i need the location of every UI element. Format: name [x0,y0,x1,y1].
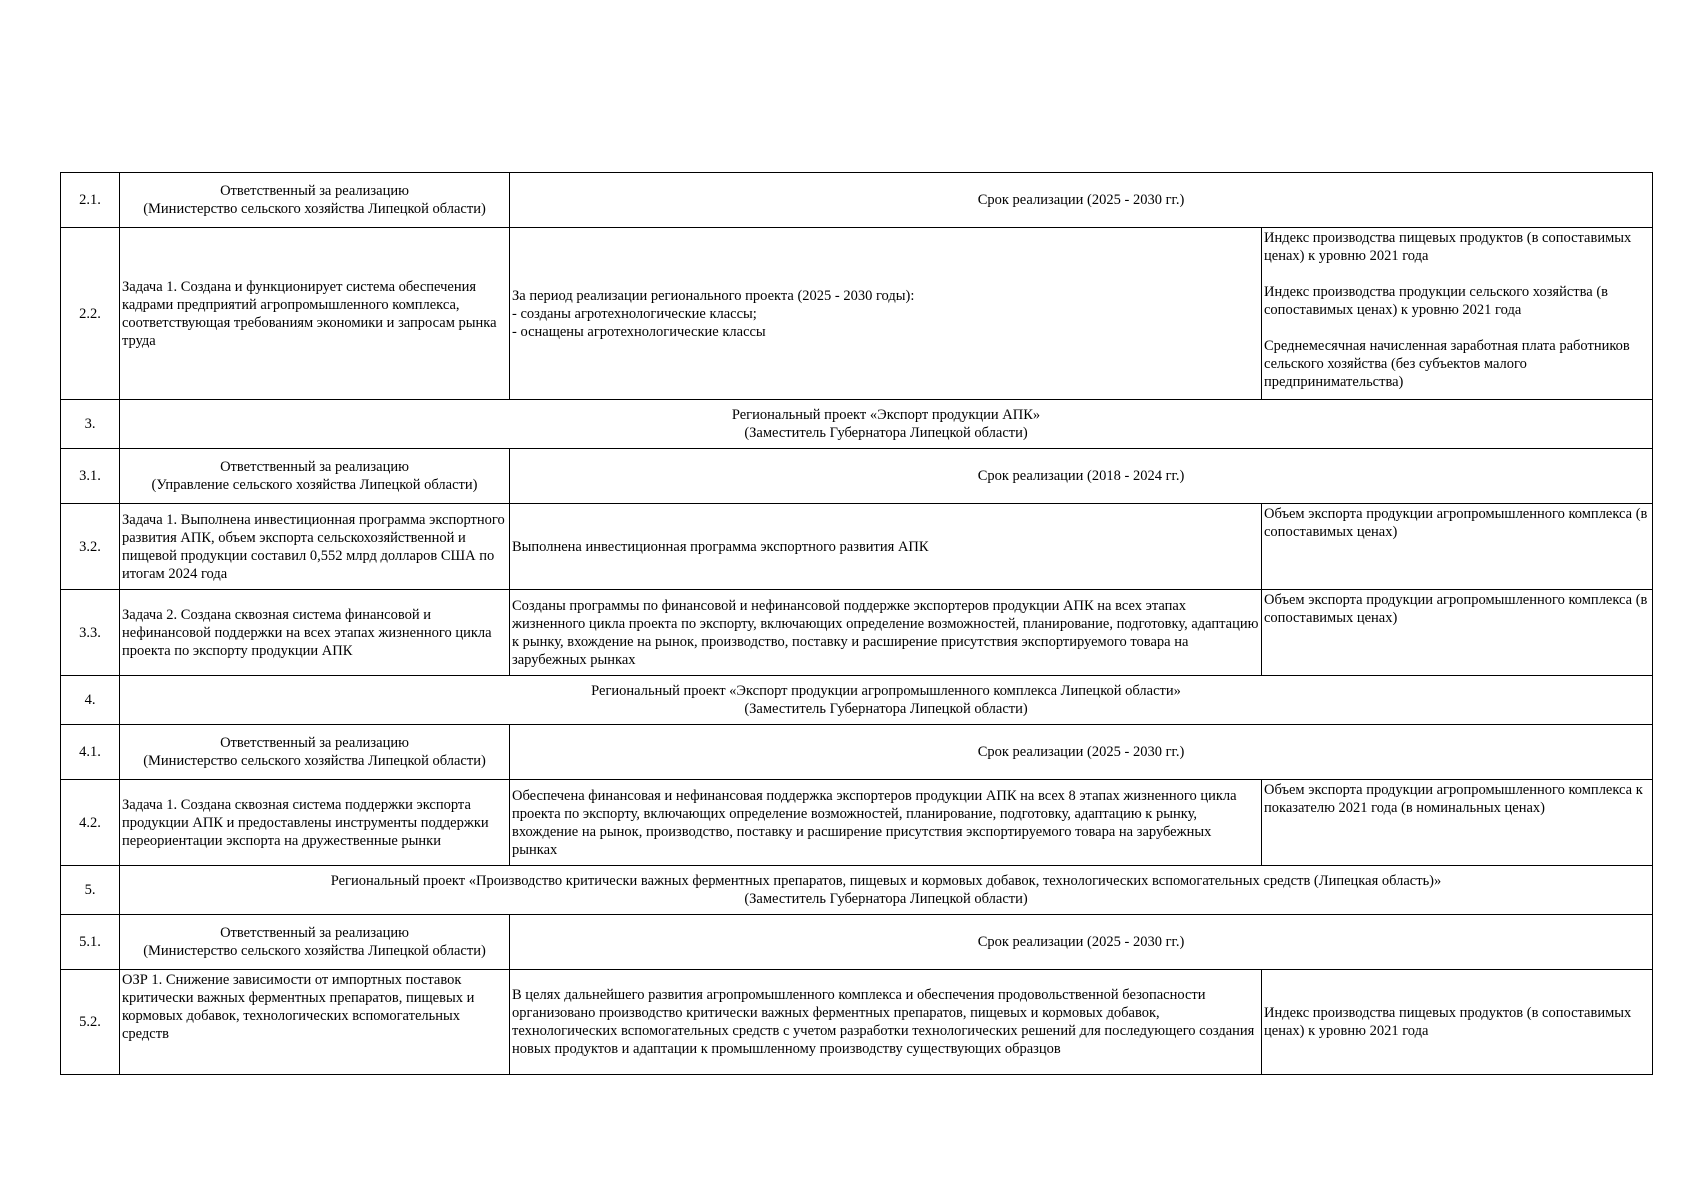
indicator-cell [1262,228,1653,400]
responsible-cell [120,915,510,970]
responsible-cell [120,725,510,780]
table-row [61,676,1653,725]
project-cell [120,400,1653,449]
responsible-org: (Министерство сельского хозяйства Липецкой области) [143,943,486,959]
result-cell: За период реализации регионального проекта (2025 - 2030 годы): - созданы агротехнологические классы; - оснащены агротехнологические классы [510,228,1262,400]
indicator-2: Индекс производства продукции сельского хозяйства (в сопоставимых ценах) к уровню 2021 года [1264,284,1609,318]
indicator-cell: Индекс производства пищевых продуктов (в сопоставимых ценах) к уровню 2021 года [1262,970,1653,1075]
row-number: 2.2. [61,228,120,400]
responsible-org: (Министерство сельского хозяйства Липецкой области) [143,753,486,769]
project-cell [120,676,1653,725]
task-cell: Задача 2. Создана сквозная система финансовой и нефинансовой поддержки на всех этапах жизненного цикла проекта по экспорту продукции АПК [120,590,510,676]
responsible-cell [120,173,510,228]
responsible-title: Ответственный за реализацию [220,183,409,199]
project-cell [120,866,1653,915]
row-number: 5. [61,866,120,915]
row-number: 3.1. [61,449,120,504]
project-title: Региональный проект «Экспорт продукции АПК» [731,407,1041,423]
table-row [61,970,1653,1075]
row-number: 4.1. [61,725,120,780]
task-cell: Задача 1. Выполнена инвестиционная программа экспортного развития АПК, объем экспорта сельскохозяйственной и пищевой продукции составил 0,552 млрд долларов США по итогам 2024 года [120,504,510,590]
project-curator: (Заместитель Губернатора Липецкой области) [744,701,1028,717]
table-row [61,866,1653,915]
term-cell: Срок реализации (2025 - 2030 гг.) [510,725,1653,780]
term-cell: Срок реализации (2025 - 2030 гг.) [510,915,1653,970]
indicator-cell: Объем экспорта продукции агропромышленного комплекса (в сопоставимых ценах) [1262,590,1653,676]
row-number: 3. [61,400,120,449]
row-number: 2.1. [61,173,120,228]
table-row [61,228,1653,400]
indicator-1: Индекс производства пищевых продуктов (в сопоставимых ценах) к уровню 2021 года [1264,230,1632,264]
row-number: 3.2. [61,504,120,590]
row-number: 3.3. [61,590,120,676]
term-cell: Срок реализации (2018 - 2024 гг.) [510,449,1653,504]
table-row [61,590,1653,676]
row-number: 4. [61,676,120,725]
table-row [61,449,1653,504]
table-row [61,504,1653,590]
row-number: 5.2. [61,970,120,1075]
indicator-cell: Объем экспорта продукции агропромышленного комплекса к показателю 2021 года (в номинальных ценах) [1262,780,1653,866]
term-cell: Срок реализации (2025 - 2030 гг.) [510,173,1653,228]
table-row [61,915,1653,970]
project-curator: (Заместитель Губернатора Липецкой области) [744,425,1028,441]
indicator-cell: Объем экспорта продукции агропромышленного комплекса (в сопоставимых ценах) [1262,504,1653,590]
responsible-org: (Министерство сельского хозяйства Липецкой области) [143,201,486,217]
result-cell: Выполнена инвестиционная программа экспортного развития АПК [510,504,1262,590]
table-row [61,725,1653,780]
responsible-title: Ответственный за реализацию [220,735,409,751]
responsible-title: Ответственный за реализацию [220,925,409,941]
task-cell: ОЗР 1. Снижение зависимости от импортных поставок критически важных ферментных препаратов, пищевых и кормовых добавок, технологических вспомогательных средств [120,970,510,1075]
result-cell: Обеспечена финансовая и нефинансовая поддержка экспортеров продукции АПК на всех 8 этапах жизненного цикла проекта по экспорту, включающих определение возможностей, планирование, подготовку, адаптацию к рынку, вхождение на рынок, производство, поставку и расширение присутствия экспортируемого товара на зарубежных рынках [510,780,1262,866]
indicator-3: Среднемесячная начисленная заработная плата работников сельского хозяйства (без субъектов малого предпринимательства) [1264,338,1630,390]
responsible-title: Ответственный за реализацию [220,459,409,475]
responsible-org: (Управление сельского хозяйства Липецкой области) [151,477,478,493]
row-number: 4.2. [61,780,120,866]
table-row [61,400,1653,449]
responsible-cell [120,449,510,504]
table-row [61,780,1653,866]
row-number: 5.1. [61,915,120,970]
project-title: Региональный проект «Производство критически важных ферментных препаратов, пищевых и кормовых добавок, технологических вспомогательных средств (Липецкая область)» [330,873,1442,889]
project-table [60,172,1653,1075]
table-row [61,173,1653,228]
project-title: Региональный проект «Экспорт продукции агропромышленного комплекса Липецкой области» [591,683,1181,699]
project-curator: (Заместитель Губернатора Липецкой области) [744,891,1028,907]
task-cell: Задача 1. Создана и функционирует система обеспечения кадрами предприятий агропромышленного комплекса, соответствующая требованиям экономики и запросам рынка труда [120,228,510,400]
task-cell: Задача 1. Создана сквозная система поддержки экспорта продукции АПК и предоставлены инструменты поддержки переориентации экспорта на дружественные рынки [120,780,510,866]
result-cell: Созданы программы по финансовой и нефинансовой поддержке экспортеров продукции АПК на всех этапах жизненного цикла проекта по экспорту, включающих определение возможностей, планирование, подготовку, адаптацию к рынку, вхождение на рынок, производство, поставку и расширение присутствия экспортируемого товара на зарубежных рынках [510,590,1262,676]
result-cell: В целях дальнейшего развития агропромышленного комплекса и обеспечения продовольственной безопасности организовано производство критически важных ферментных препаратов, пищевых и кормовых добавок, технологических вспомогательных средств с учетом разработки технологических решений для последующего создания новых продуктов и адаптации к промышленному производству существующих образцов [510,970,1262,1075]
